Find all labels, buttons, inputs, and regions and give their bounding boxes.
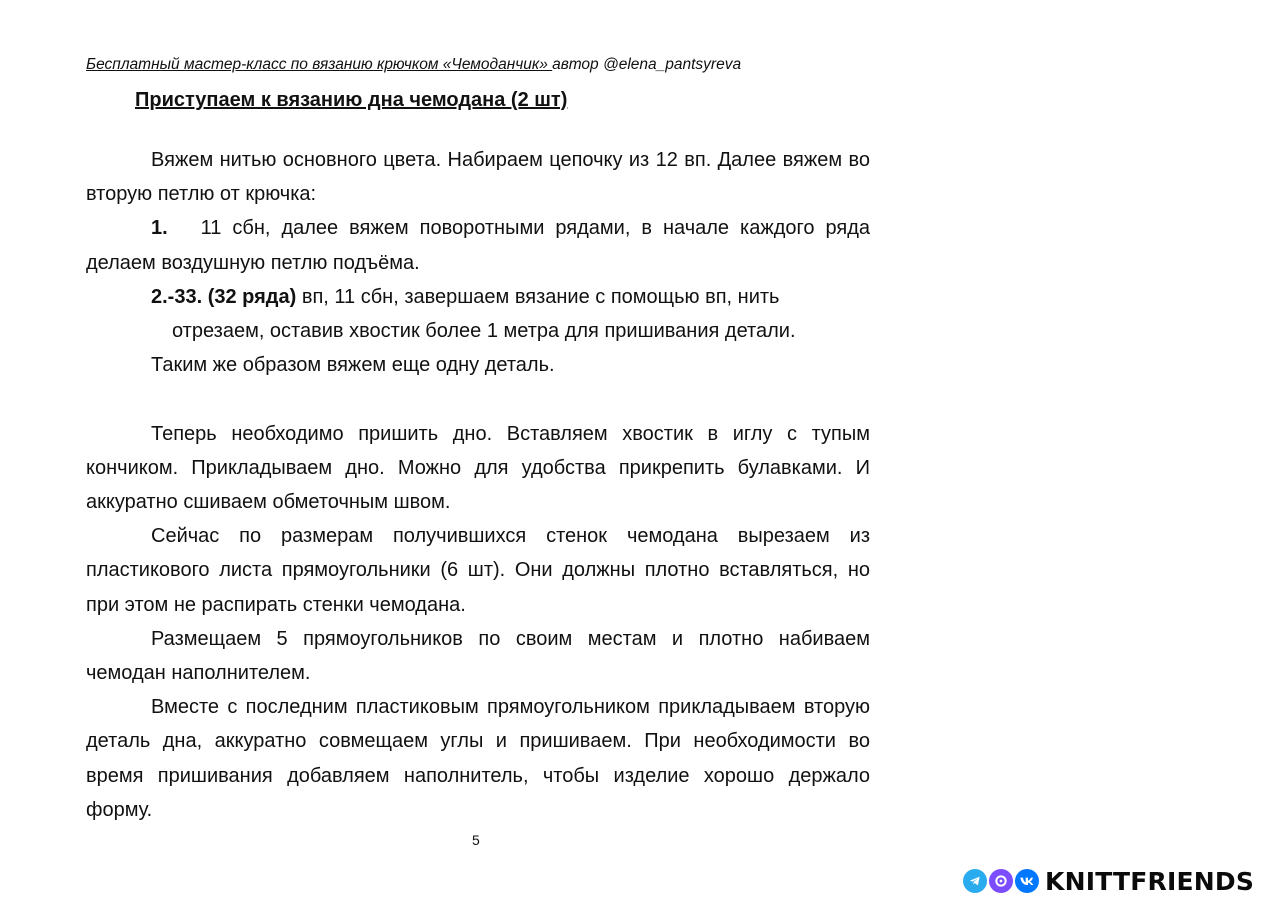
step-2-33-text-line2: отрезаем, оставив хвостик более 1 метра для пришивания детали. (172, 320, 796, 343)
master-class-link[interactable]: Бесплатный мастер-класс по вязанию крючком «Чемоданчик» (86, 56, 553, 73)
step-1-text: 11 сбн, далее вяжем поворотными рядами, в начале каждого ряда делаем воздушную петлю подъёма. (86, 217, 871, 274)
step-2-33-number: 2.-33. (32 ряда) (151, 285, 297, 308)
section-title: Приступаем к вязанию дна чемодана (2 шт) (135, 89, 568, 111)
author-credit: автор @elena_pantsyreva (552, 56, 742, 73)
step-2-33-text-line1: вп, 11 сбн, завершаем вязание с помощью вп, нить (296, 285, 780, 308)
telegram-icon (963, 869, 987, 893)
paragraph-finish: Вместе с последним пластиковым прямоугольником прикладываем вторую деталь дна, аккуратно совмещаем углы и пришиваем. При необходимости во время пришивания добавляем наполнитель, чтобы изделие хорошо держало форму. (86, 696, 870, 821)
document-body (86, 143, 870, 827)
paragraph-second-part: Таким же образом вяжем еще одну деталь. (151, 354, 555, 377)
paragraph-sew-bottom: Теперь необходимо пришить дно. Вставляем хвостик в иглу с тупым кончиком. Прикладываем дно. Можно для удобства прикрепить булавками. И аккуратно сшиваем обметочным швом. (86, 422, 870, 514)
paragraph-stuffing: Размещаем 5 прямоугольников по своим местам и плотно набиваем чемодан наполнителем. (86, 627, 870, 685)
step-1 (86, 211, 870, 279)
knittfriends-watermark (963, 866, 1254, 896)
max-messenger-icon (989, 869, 1013, 893)
step-1-number: 1. (151, 217, 168, 240)
vk-icon (1015, 869, 1039, 893)
watermark-text: KNITTFRIENDS (1045, 866, 1255, 896)
paragraph-intro: Вяжем нитью основного цвета. Набираем цепочку из 12 вп. Далее вяжем во вторую петлю от крючка: (86, 149, 870, 206)
paragraph-plastic-sheets: Сейчас по размерам получившихся стенок чемодана вырезаем из пластикового листа прямоугольники (6 шт). Они должны плотно вставляться, но при этом не распирать стенки чемодана. (86, 525, 870, 616)
document-header (86, 56, 741, 74)
step-2-33 (86, 280, 870, 348)
page-number: 5 (472, 832, 480, 848)
